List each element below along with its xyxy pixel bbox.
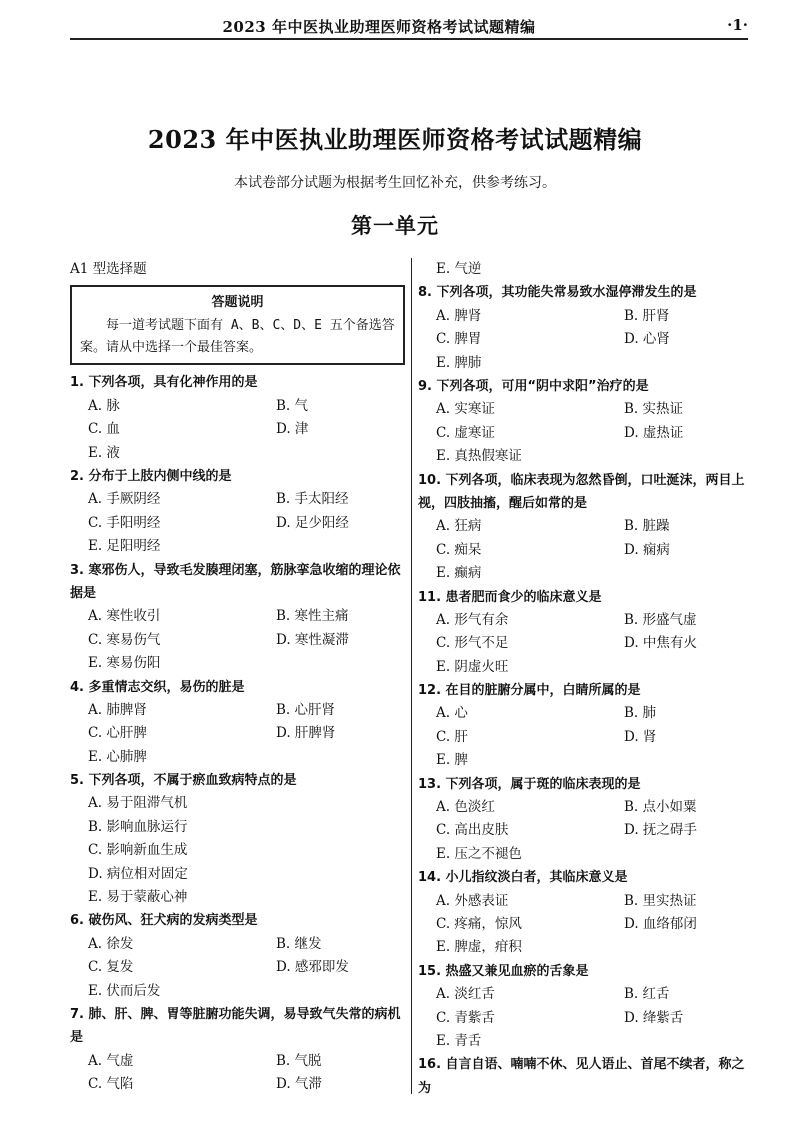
option: A. 徐发 — [88, 935, 134, 952]
option: C. 寒易伤气 — [88, 631, 161, 648]
instructions-box — [70, 285, 405, 365]
section-label: A1 型选择题 — [70, 261, 147, 277]
option: B. 寒性主痛 — [276, 608, 349, 625]
option: D. 津 — [276, 421, 309, 438]
option: C. 形气不足 — [436, 635, 509, 652]
option: B. 实热证 — [624, 401, 684, 418]
option: E. 脾虚，疳积 — [436, 939, 522, 956]
question-stem: 13. 下列各项，属于斑的临床表现的是 — [418, 776, 641, 792]
option: B. 点小如粟 — [624, 799, 697, 816]
question-stem: 11. 患者肥而食少的临床意义是 — [418, 589, 602, 605]
option: D. 肝脾肾 — [276, 725, 336, 742]
running-title: 2023 年中医执业助理医师资格考试试题精编 — [222, 18, 536, 36]
option: C. 青紫舌 — [436, 1009, 495, 1026]
option: B. 形盛气虚 — [624, 611, 697, 628]
option: B. 肝肾 — [624, 307, 670, 324]
question-stem: 7. 肺、肝、脾、胃等脏腑功能失调，易导致气失常的病机是 — [70, 1006, 401, 1046]
option: B. 气脱 — [276, 1052, 322, 1069]
option: C. 复发 — [88, 959, 134, 976]
option: D. 绛紫舌 — [624, 1009, 684, 1026]
option: B. 心肝肾 — [276, 701, 336, 718]
left-column — [70, 258, 405, 1097]
option: E. 真热假寒证 — [436, 448, 522, 465]
option: B. 肺 — [624, 705, 657, 722]
option: E. 脾肺 — [436, 354, 482, 371]
option: E. 易于蒙蔽心神 — [88, 889, 188, 906]
option: E. 癫病 — [436, 565, 482, 582]
question-stem: 15. 热盛又兼见血瘀的舌象是 — [418, 963, 589, 979]
question-stem: 6. 破伤风、狂犬病的发病类型是 — [70, 913, 258, 929]
question-stem: 8. 下列各项，其功能失常易致水湿停滞发生的是 — [418, 285, 697, 301]
option: C. 肝 — [436, 728, 468, 745]
option: E. 脾 — [436, 752, 468, 769]
option: D. 寒性凝滞 — [276, 631, 349, 648]
option: A. 气虚 — [88, 1052, 134, 1069]
question-stem: 14. 小儿指纹淡白者，其临床意义是 — [418, 870, 628, 886]
option: C. 疼痛，惊风 — [436, 915, 522, 932]
option: A. 肺脾肾 — [88, 701, 147, 718]
option: D. 病位相对固定 — [88, 865, 188, 882]
option: D. 气滞 — [276, 1076, 322, 1093]
option: A. 色淡红 — [436, 799, 495, 816]
document-subtitle: 本试卷部分试题为根据考生回忆补充，供参考练习。 — [234, 175, 556, 191]
option: D. 感邪即发 — [276, 959, 349, 976]
option: A. 脾肾 — [436, 307, 482, 324]
unit-title: 第一单元 — [351, 213, 439, 238]
option: D. 心肾 — [624, 331, 670, 348]
option: A. 狂病 — [436, 518, 482, 535]
document-title: 2023 年中医执业助理医师资格考试试题精编 — [147, 125, 643, 154]
instructions-title: 答题说明 — [211, 295, 264, 311]
option: D. 血络郁闭 — [624, 915, 697, 932]
option: C. 高出皮肤 — [436, 822, 509, 839]
question-stem: 3. 寒邪伤人，导致毛发腠理闭塞，筋脉挛急收缩的理论依据是 — [70, 562, 401, 601]
option: B. 红舌 — [624, 986, 670, 1003]
instructions-body: 每一道考试题下面有 A、B、C、D、E 五个备选答案。请从中选择一个最佳答案。 — [80, 318, 395, 356]
option: C. 虚寒证 — [436, 424, 495, 441]
option: E. 液 — [88, 444, 120, 461]
option: D. 虚热证 — [624, 424, 684, 441]
option: C. 心肝脾 — [88, 725, 147, 742]
option: A. 淡红舌 — [436, 986, 495, 1003]
option: E. 伏而后发 — [88, 982, 161, 999]
option: E. 心肺脾 — [88, 748, 147, 765]
option: E. 寒易伤阳 — [88, 655, 161, 672]
option: B. 继发 — [276, 935, 322, 952]
running-header — [70, 8, 748, 40]
option: C. 影响新血生成 — [88, 842, 188, 859]
option: E. 压之不褪色 — [436, 845, 522, 862]
option: E. 青舌 — [436, 1032, 482, 1049]
option: A. 寒性收引 — [88, 608, 161, 625]
option: A. 手厥阴经 — [88, 491, 161, 508]
option: D. 肾 — [624, 728, 657, 745]
option: C. 痴呆 — [436, 541, 482, 558]
option: E. 阴虚火旺 — [436, 658, 509, 675]
option: B. 手太阳经 — [276, 491, 349, 508]
column-divider — [411, 258, 412, 1094]
option: A. 心 — [436, 705, 468, 722]
option: B. 里实热证 — [624, 892, 697, 909]
option: D. 痫病 — [624, 541, 670, 558]
question-stem: 4. 多重情志交织，易伤的脏是 — [70, 679, 245, 695]
question-stem: 16. 自言自语、喃喃不休、见人语止、首尾不续者，称之为 — [418, 1057, 745, 1096]
option: C. 血 — [88, 421, 120, 438]
question-stem: 12. 在目的脏腑分属中，白睛所属的是 — [418, 683, 641, 699]
option: E. 足阳明经 — [88, 538, 161, 555]
question-stem: 9. 下列各项，可用“阴中求阳”治疗的是 — [418, 378, 649, 394]
option: D. 抚之碍手 — [624, 822, 697, 839]
option: E. 气逆 — [436, 261, 482, 277]
question-stem: 5. 下列各项，不属于瘀血致病特点的是 — [70, 773, 297, 789]
option: D. 中焦有火 — [624, 635, 697, 652]
question-stem: 2. 分布于上肢内侧中线的是 — [70, 468, 232, 484]
option: B. 脏躁 — [624, 518, 670, 535]
option: C. 脾胃 — [436, 331, 482, 348]
option: A. 外感表证 — [436, 892, 509, 909]
right-column — [418, 258, 750, 1100]
option: C. 手阳明经 — [88, 514, 161, 531]
option: A. 易于阻滞气机 — [88, 795, 188, 812]
page-number: ·1· — [727, 16, 748, 34]
option: B. 影响血脉运行 — [88, 818, 188, 835]
option: B. 气 — [276, 397, 309, 414]
option: A. 形气有余 — [436, 611, 509, 628]
option: D. 足少阳经 — [276, 514, 349, 531]
option: C. 气陷 — [88, 1076, 134, 1093]
question-stem: 1. 下列各项，具有化神作用的是 — [70, 375, 258, 391]
option: A. 实寒证 — [436, 401, 495, 418]
question-stem: 10. 下列各项，临床表现为忽然昏倒，口吐涎沫，两目上视，四肢抽搐，醒后如常的是 — [418, 472, 745, 511]
option: A. 脉 — [88, 397, 120, 414]
